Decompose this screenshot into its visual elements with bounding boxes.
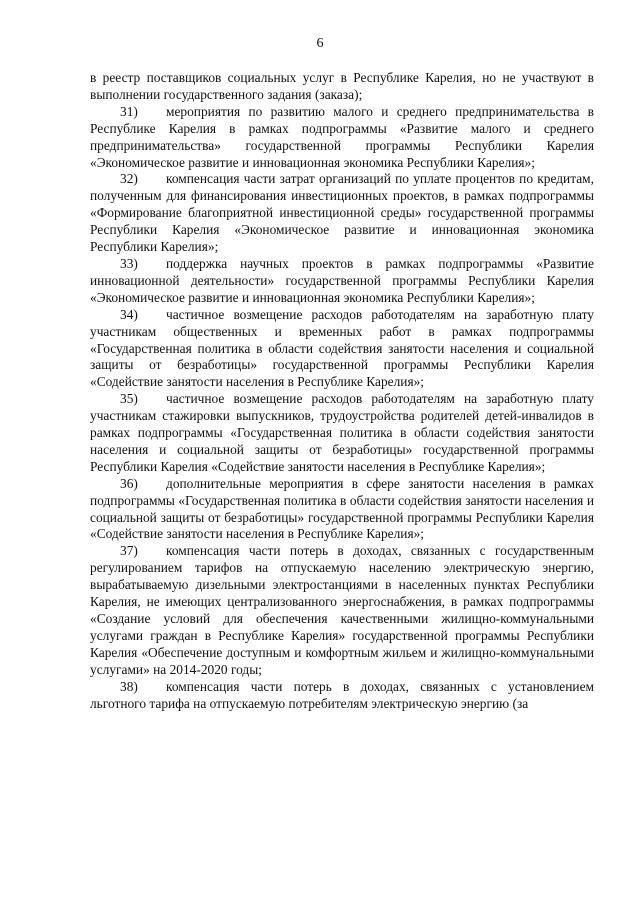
- list-item-32: [90, 171, 594, 256]
- item-number: 38): [120, 678, 138, 694]
- item-text: компенсация части потерь в доходах, связанных с государственным регулированием тарифов на отпускаемую населению электрическую энергию, вырабатываемую дизельными электростанциями в населенных пунктах Республики Карелия, не имеющих централизованного энергоснабжения, в рамках подпрограммы «Создание условий для обеспечения качественными жилищно-коммунальными услугами граждан в Республике Карелия» государственной программы Республики Карелия «Обеспечение доступным и комфортным жильем и жилищно-коммунальными услугами» на 2014-2020 годы;: [90, 543, 594, 677]
- item-number: 34): [120, 306, 138, 322]
- item-number: 32): [120, 171, 138, 187]
- item-text: частичное возмещение расходов работодателям на заработную плату участникам общественных и временных работ в рамках подпрограммы «Государственная политика в области содействия занятости населения и социальной защиты от безработицы» государственной программы Республики Карелия «Содействие занятости населения в Республике Карелия»;: [90, 306, 594, 390]
- item-text: дополнительные мероприятия в сфере занятости населения в рамках подпрограммы «Государственная политика в области содействия занятости населения и социальной защиты от безработицы» государственной программы Республики Карелия «Содействие занятости населения в Республике Карелия»;: [90, 475, 594, 542]
- item-text: компенсация части затрат организаций по уплате процентов по кредитам, полученным для финансирования инвестиционных проектов, в рамках подпрограммы «Формирование благоприятной инвестиционной среды» государственной программы Республики Карелия «Экономическое развитие и инновационная экономика Республики Карелия»;: [90, 171, 594, 255]
- item-number: 35): [120, 391, 138, 407]
- item-text: компенсация части потерь в доходах, связанных с установлением льготного тарифа на отпускаемую потребителям электрическую энергию (за: [90, 678, 594, 711]
- item-text: поддержка научных проектов в рамках подпрограммы «Развитие инновационной деятельности» государственной программы Республики Карелия «Экономическое развитие и инновационная экономика Республики Карелия»;: [90, 255, 594, 305]
- page-number: 6: [316, 36, 324, 51]
- list-item-31: [90, 104, 594, 172]
- list-item-33: [90, 256, 594, 307]
- item-number: 36): [120, 475, 138, 491]
- list-item-35: [90, 391, 594, 476]
- list-item-38: [90, 679, 594, 713]
- intro-paragraph: в реестр поставщиков социальных услуг в Республике Карелия, но не участвуют в выполнении государственного задания (заказа);: [90, 70, 594, 102]
- list-item-37: [90, 543, 594, 678]
- list-item-34: [90, 307, 594, 392]
- list-item-36: [90, 476, 594, 544]
- item-text: мероприятия по развитию малого и среднего предпринимательства в Республике Карелия в рамках подпрограммы «Развитие малого и среднего предпринимательства» государственной программы Республики Карелия «Экономическое развитие и инновационная экономика Республики Карелия»;: [90, 103, 594, 170]
- item-number: 31): [120, 103, 138, 119]
- item-number: 37): [120, 543, 138, 559]
- item-number: 33): [120, 255, 138, 271]
- item-text: частичное возмещение расходов работодателям на заработную плату участникам стажировки выпускников, трудоустройства родителей детей-инвалидов в рамках подпрограммы «Государственная политика в области содействия занятости населения и социальной защиты от безработицы» государственной программы Республики Карелия «Содействие занятости населения в Республике Карелия»;: [90, 391, 594, 474]
- document-body: [90, 70, 594, 712]
